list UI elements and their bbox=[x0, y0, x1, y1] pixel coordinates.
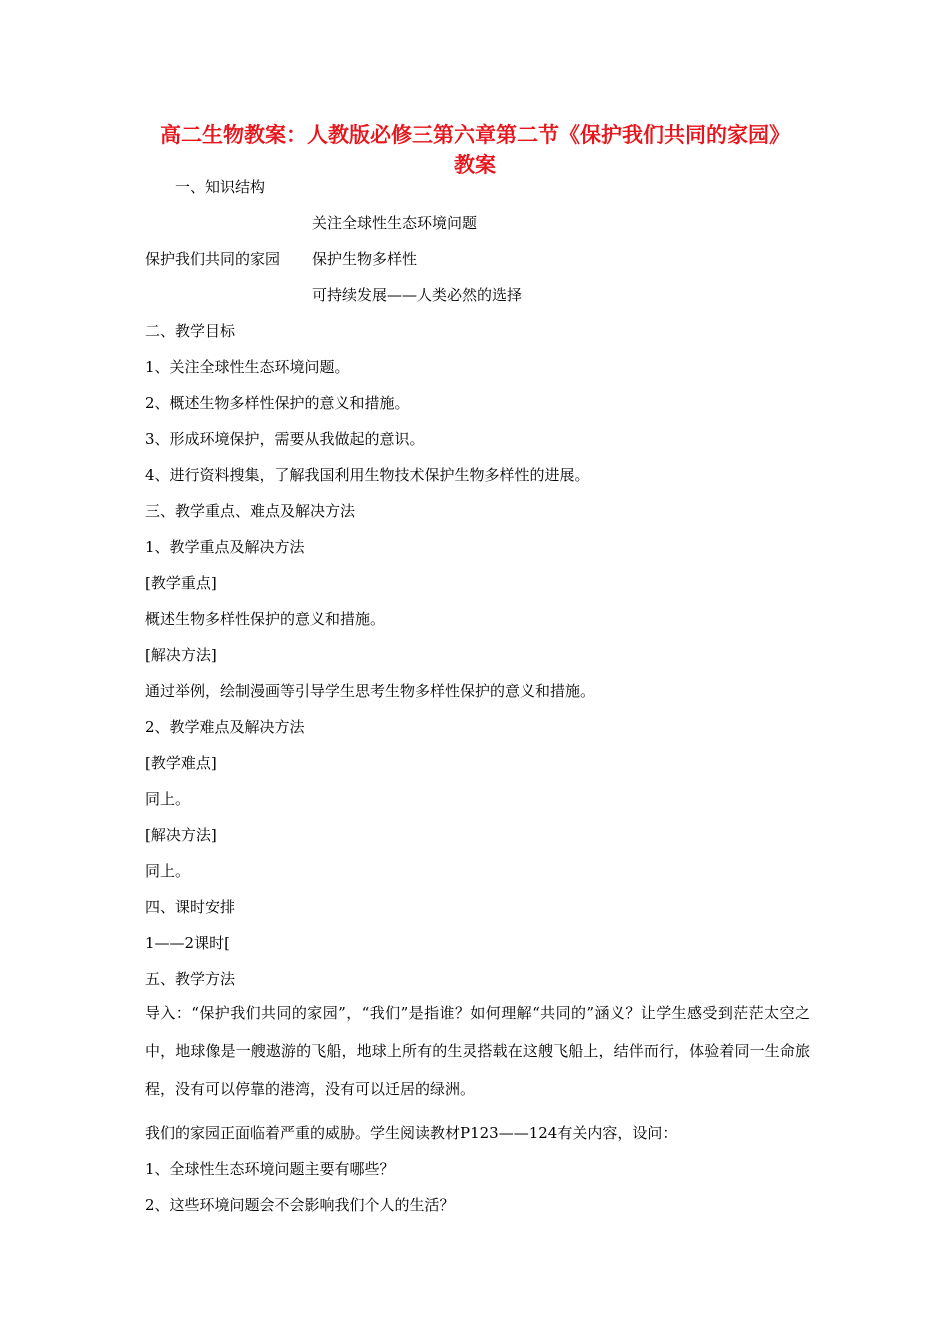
threat-paragraph: 我们的家园正面临着严重的威胁。学生阅读教材P123——124有关内容，设问： bbox=[145, 1124, 678, 1142]
structure-branch-2: 保护生物多样性 bbox=[312, 250, 418, 268]
section-heading-methods: 五、教学方法 bbox=[145, 970, 236, 988]
section-heading-goals: 二、教学目标 bbox=[145, 322, 236, 340]
structure-branch-1: 关注全球性生态环境问题 bbox=[312, 214, 478, 232]
label-difficulty-method: [解决方法] bbox=[145, 826, 217, 844]
label-key: [教学重点] bbox=[145, 574, 217, 592]
text-key: 概述生物多样性保护的意义和措施。 bbox=[145, 610, 386, 628]
goal-item-3: 3、形成环境保护，需要从我做起的意识。 bbox=[145, 430, 425, 448]
text-difficulty-method: 同上。 bbox=[145, 862, 191, 880]
section-heading-schedule: 四、课时安排 bbox=[145, 898, 236, 916]
question-item-2: 2、这些环境问题会不会影响我们个人的生活？ bbox=[145, 1196, 455, 1214]
text-key-method: 通过举例，绘制漫画等引导学生思考生物多样性保护的意义和措施。 bbox=[145, 682, 596, 700]
goal-item-2: 2、概述生物多样性保护的意义和措施。 bbox=[145, 394, 410, 412]
section-heading-key-points: 三、教学重点、难点及解决方法 bbox=[145, 502, 356, 520]
label-difficulty: [教学难点] bbox=[145, 754, 217, 772]
goal-item-1: 1、关注全球性生态环境问题。 bbox=[145, 358, 350, 376]
subheading-difficulty: 2、教学难点及解决方法 bbox=[145, 718, 305, 736]
section-heading-knowledge: 一、知识结构 bbox=[175, 178, 266, 196]
text-schedule: 1——2课时[ bbox=[145, 934, 230, 952]
structure-root: 保护我们共同的家园 bbox=[145, 250, 281, 268]
structure-branch-3: 可持续发展——人类必然的选择 bbox=[312, 286, 523, 304]
intro-paragraph: 导入：“保护我们共同的家园”，“我们”是指谁？如何理解“共同的”涵义？让学生感受到茫茫太空之中，地球像是一艘遨游的飞船，地球上所有的生灵搭载在这艘飞船上，结伴而行，体验着同一生命旅程，没有可以停靠的港湾，没有可以迁居的绿洲。 bbox=[145, 1004, 810, 1098]
label-key-method: [解决方法] bbox=[145, 646, 217, 664]
question-item-1: 1、全球性生态环境问题主要有哪些？ bbox=[145, 1160, 395, 1178]
text-difficulty: 同上。 bbox=[145, 790, 191, 808]
page-title: 高二生物教案：人教版必修三第六章第二节《保护我们共同的家园》教案 bbox=[160, 123, 790, 177]
subheading-key: 1、教学重点及解决方法 bbox=[145, 538, 305, 556]
goal-item-4: 4、进行资料搜集，了解我国利用生物技术保护生物多样性的进展。 bbox=[145, 466, 590, 484]
